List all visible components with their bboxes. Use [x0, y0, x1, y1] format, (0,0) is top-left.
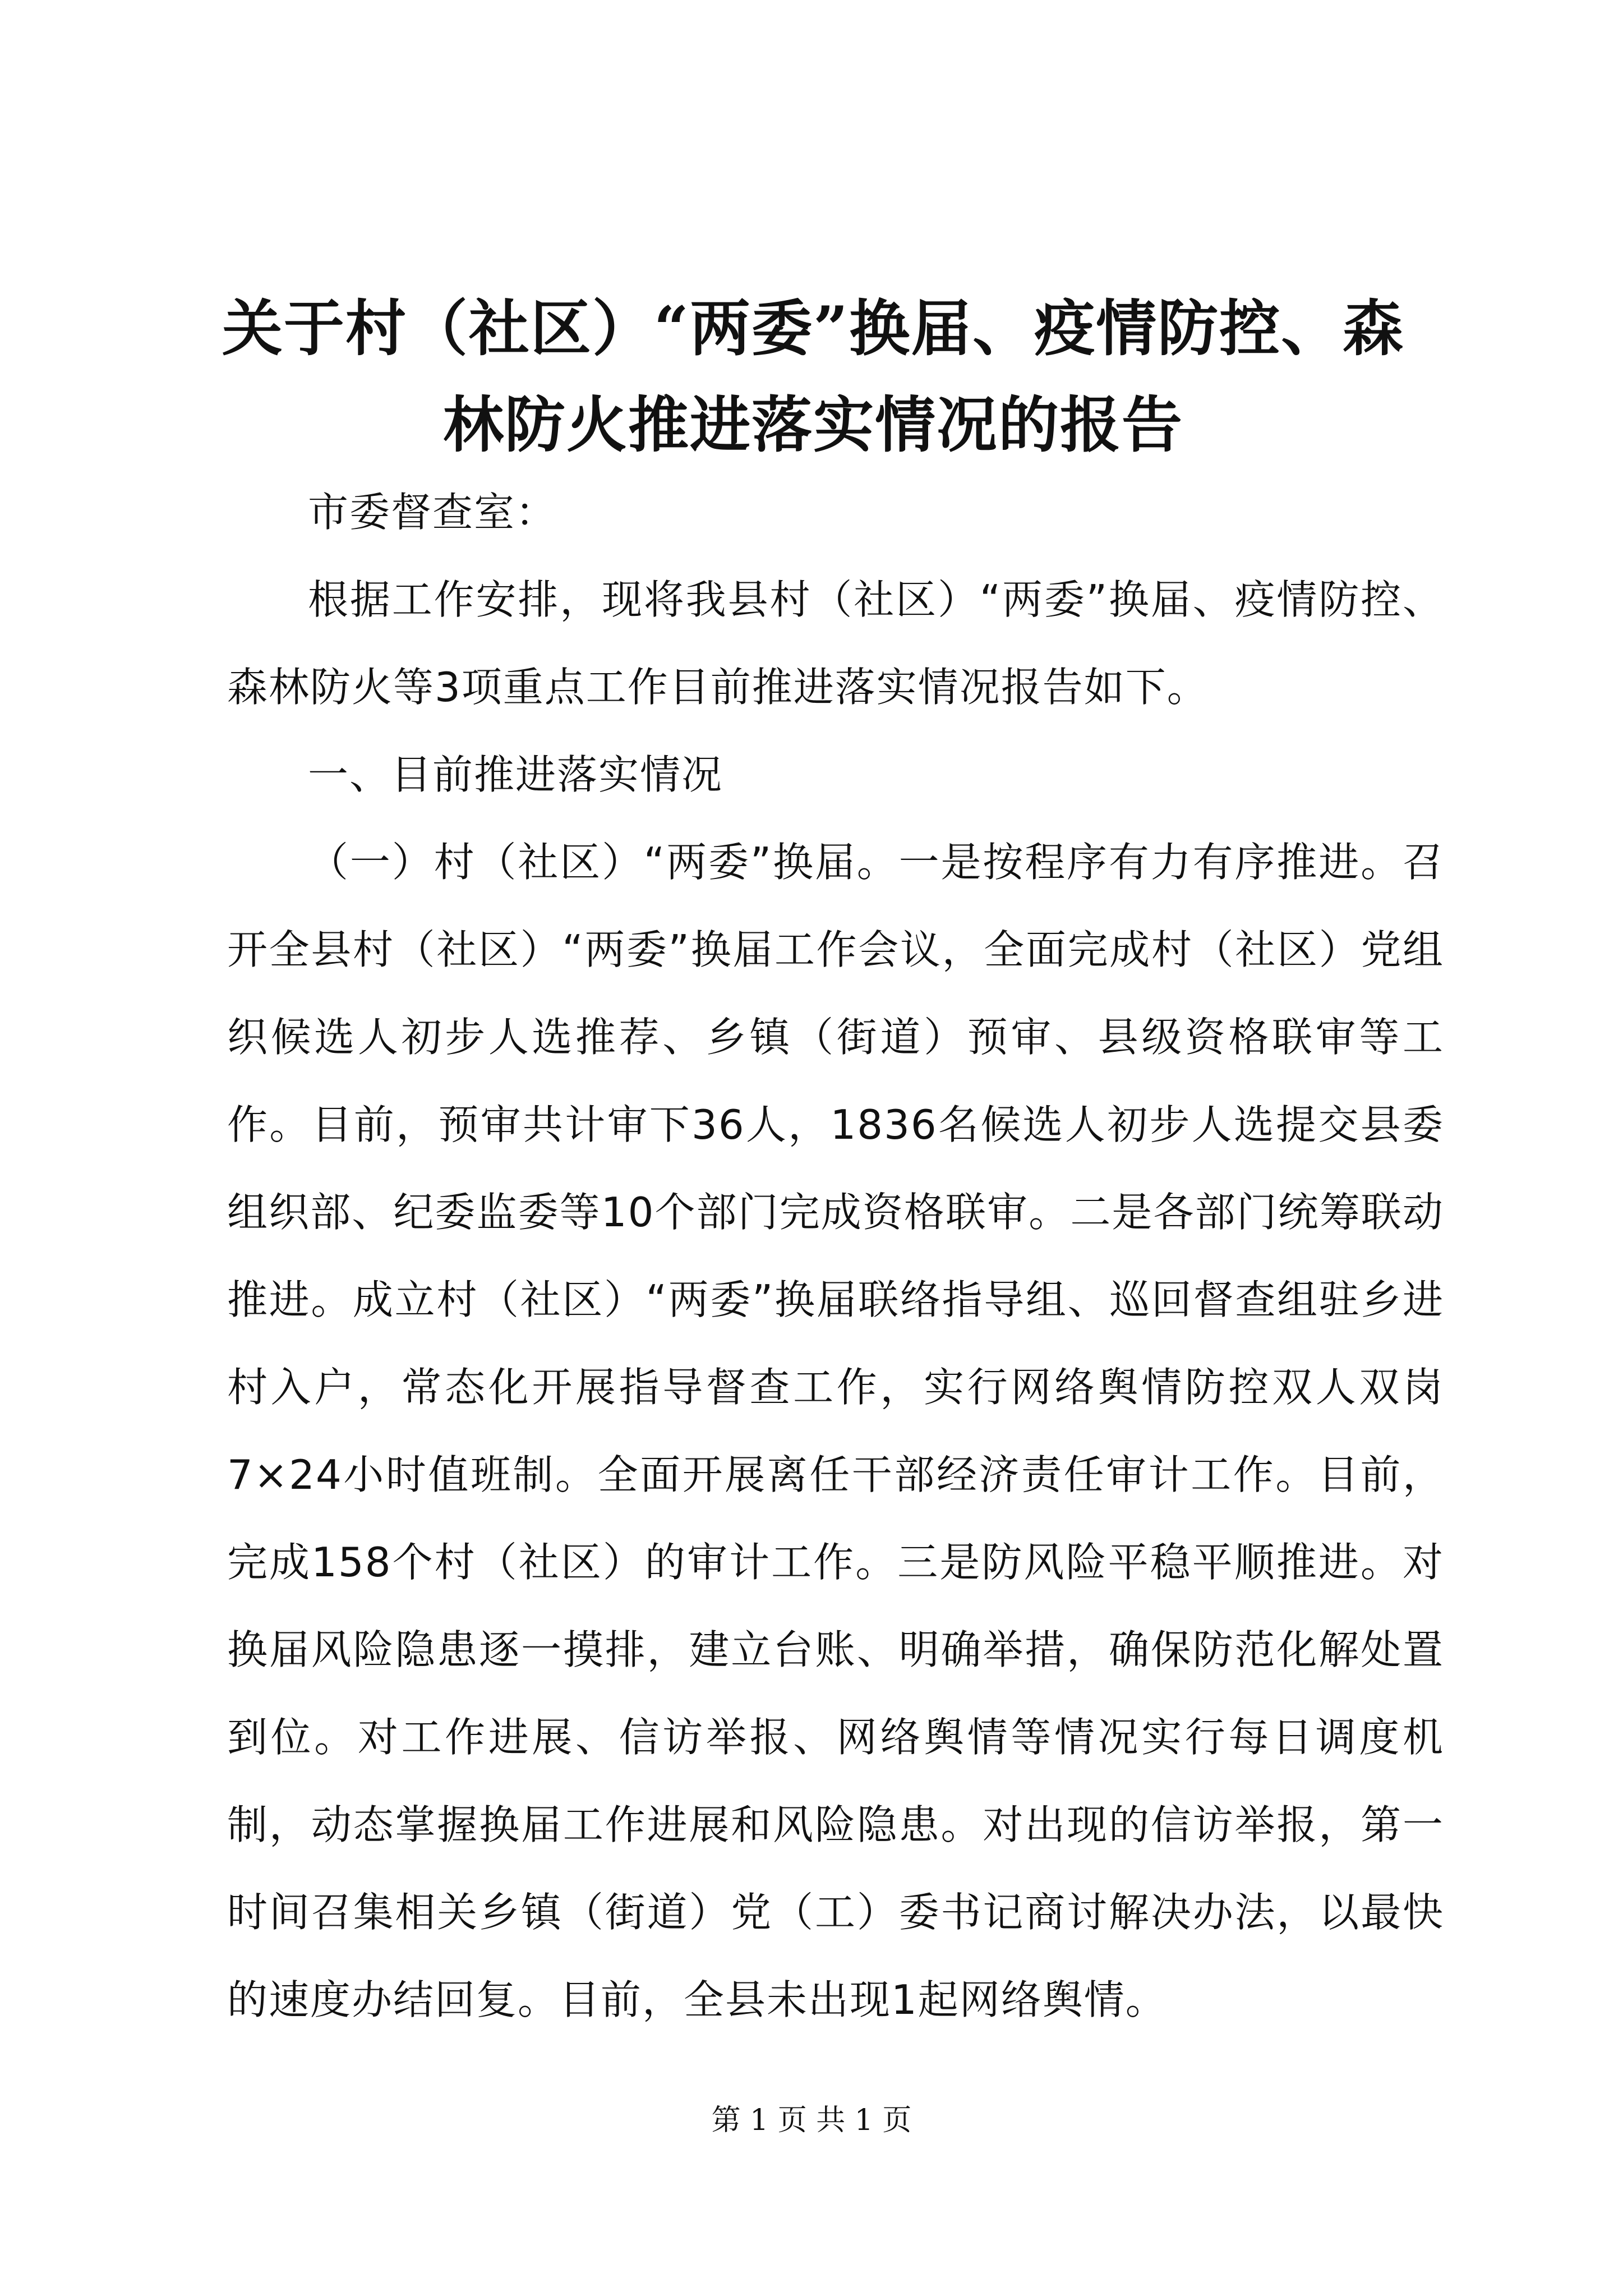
- intro-paragraph: 根据工作安排，现将我县村（社区）“两委”换届、疫情防控、森林防火等3项重点工作目前推进落实情况报告如下。: [227, 576, 1444, 711]
- document-title: [168, 280, 1458, 473]
- document-body: [227, 468, 1444, 2044]
- section-paragraph: （一）村（社区）“两委”换届。一是按程序有力有序推进。召开全县村（社区）“两委”换届工作会议，全面完成村（社区）党组织候选人初步人选推荐、乡镇（街道）预审、县级资格联审等工作。目前，预审共计审下36人，1836名候选人初步人选提交县委组织部、纪委监委等10个部门完成资格联审。二是各部门统筹联动推进。成立村（社区）“两委”换届联络指导组、巡回督查组驻乡进村入户，常态化开展指导督查工作，实行网络舆情防控双人双岗7×24小时值班制。全面开展离任干部经济责任审计工作。目前，完成158个村（社区）的审计工作。三是防风险平稳平顺推进。对换届风险隐患逐一摸排，建立台账、明确举措，确保防范化解处置到位。对工作进展、信访举报、网络舆情等情况实行每日调度机制，动态掌握换届工作进展和风险隐患。对出现的信访举报，第一时间召集相关乡镇（街道）党（工）委书记商讨解决办法，以最快的速度办结回复。目前，全县未出现1起网络舆情。: [227, 839, 1444, 2023]
- page-footer: 第 1 页 共 1 页: [711, 2104, 912, 2137]
- title-line-1: 关于村（社区）“两委”换届、疫情防控、森: [222, 293, 1405, 364]
- section-heading: 一、目前推进落实情况: [308, 751, 723, 798]
- salutation: 市委督查室：: [308, 489, 557, 536]
- title-line-2: 林防火推进落实情况的报告: [442, 390, 1183, 461]
